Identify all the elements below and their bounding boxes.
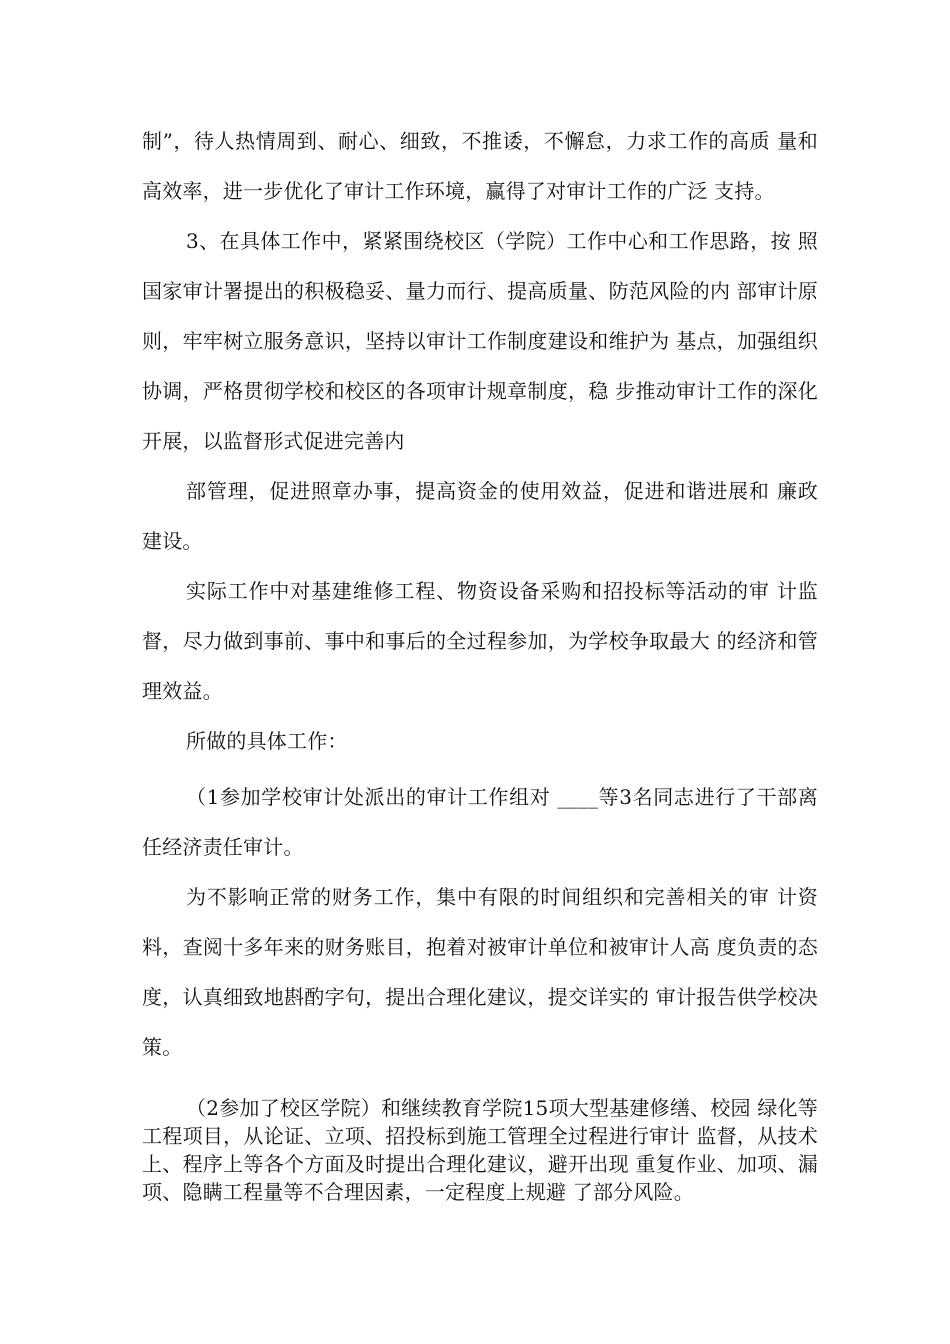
paragraph-4: 实际工作中对基建维修工程、物资设备采购和招投标等活动的审 计监督，尽力做到事前、事中和事后的全过程参加，为学校争取最大 的经济和管理效益。 xyxy=(142,579,818,703)
paragraph-5: 所做的具体工作： xyxy=(186,729,348,753)
paragraph-1: 制”，待人热情周到、耐心、细致，不推诿，不懈怠，力求工作的高质 量和高效率，进一步优化了审计工作环境，赢得了对审计工作的广泛 支持。 xyxy=(142,129,818,203)
paragraph-6: （1参加学校审计处派出的审计工作组对 ____等3名同志进行了干部离任经济责任审计。 xyxy=(142,785,818,859)
paragraph-2: 3、在具体工作中，紧紧围绕校区（学院）工作中心和工作思路，按 照国家审计署提出的积极稳妥、量力而行、提高质量、防范风险的内 部审计原则，牢牢树立服务意识，坚持以审计工作制度建设和维护为 基点，加强组织协调，严格贯彻学校和校区的各项审计规章制度，稳 步推动审计工作的深化开展，以监督形式促进完善内 xyxy=(142,229,818,453)
paragraph-7: 为不影响正常的财务工作，集中有限的时间组织和完善相关的审 计资料，查阅十多年来的财务账目，抱着对被审计单位和被审计人高 度负责的态度，认真细致地斟酌字句，提出合理化建议，提交详实的 审计报告供学校决策。 xyxy=(142,885,818,1059)
paragraph-8: （2参加了校区学院）和继续教育学院15项大型基建修缮、校园 绿化等工程项目，从论证、立项、招投标到施工管理全过程进行审计 监督，从技术上、程序上等各个方面及时提出合理化建议，避开出现 重复作业、加项、漏项、隐瞒工程量等不合理因素，一定程度上规避 了部分风险。 xyxy=(142,1096,818,1204)
paragraph-3: 部管理，促进照章办事，提高资金的使用效益，促进和谐进展和 廉政建设。 xyxy=(142,479,818,553)
